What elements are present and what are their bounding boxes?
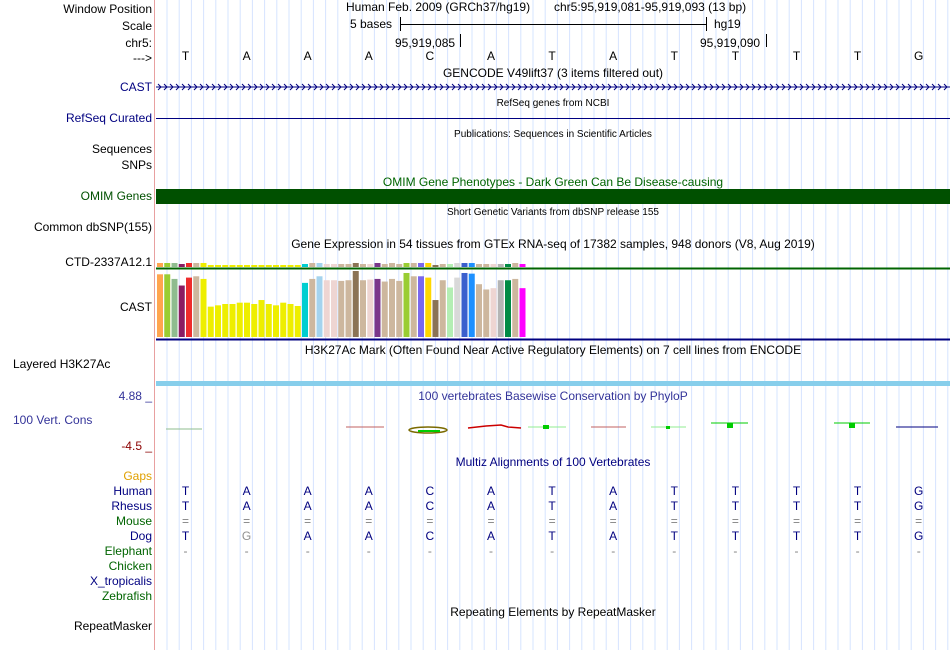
gtex-mini-bar [396,264,402,267]
alignment-base: A [303,529,312,543]
gtex-tissue-bar[interactable] [389,279,395,337]
species-label[interactable]: Mouse [115,514,152,528]
gtex-tissue-bar[interactable] [396,281,402,337]
cast-gene-feature[interactable] [156,81,950,93]
alignment-base: A [486,529,495,543]
base-letter: T [670,49,678,63]
omim-gene-bar[interactable] [156,189,950,204]
gtex-mini-bar [512,263,518,267]
gtex-mini-bar [201,263,207,267]
gtex-tissue-bar[interactable] [201,279,207,337]
base-letter: A [364,49,373,63]
alignment-base: = [731,514,739,528]
gtex-tissue-bar[interactable] [476,284,482,337]
gtex-mini-bar [338,264,344,267]
gtex-mini-bar [164,263,170,267]
gtex-tissue-bar[interactable] [222,304,228,337]
dbsnp-track-title[interactable]: Short Genetic Variants from dbSNP release 155 [447,207,659,218]
alignment-base: = [609,514,617,528]
gtex-mini-bar [440,264,446,267]
species-label[interactable]: Rhesus [111,499,152,513]
gtex-tissue-bar[interactable] [273,305,279,337]
gtex-mini-bar [266,265,272,267]
repeatmasker-label[interactable]: RepeatMasker [73,619,152,633]
gtex-mini-bar [447,264,453,267]
scale-bar [400,24,706,25]
gtex-mini-bar [375,263,381,267]
gtex-tissue-bar[interactable] [295,306,301,337]
gtex-mini-bar [454,263,460,267]
gtex-mini-bar [179,264,185,267]
gtex-mini-bar [215,265,221,267]
strand-arrow-label: ---> [133,51,152,65]
gtex-tissue-bar[interactable] [266,304,272,337]
phylop-min-label: -4.5 _ [121,439,152,453]
base-letter: A [486,49,495,63]
alignment-base: T [731,529,740,543]
coord-right: 95,919,090 [700,36,761,50]
alignment-base: G [914,484,924,498]
base-letter: T [181,49,190,63]
gtex-tissue-bar[interactable] [237,303,243,337]
refseq-gene-line[interactable] [156,118,950,119]
base-letter: A [242,49,251,63]
alignment-base: T [792,529,801,543]
snps-label[interactable]: SNPs [121,158,152,172]
gtex-mini-bar [418,263,424,267]
coord-right-tick [766,34,767,47]
alignment-base: - [672,544,677,558]
phylop-max-label: 4.88 _ [118,389,152,403]
gtex-tissue-bar[interactable] [367,280,373,337]
alignment-base: G [914,529,924,543]
phylop-track-title[interactable]: 100 vertebrates Basewise Conservation by PhyloP [418,389,688,403]
gtex-tissue-bar[interactable] [447,288,453,338]
alignment-base: T [853,484,862,498]
gtex-mini-bar [367,264,373,267]
alignment-base: T [181,499,190,513]
window-position-label: Window Position [63,2,152,16]
gtex-mini-bar [353,263,359,267]
gtex-mini-bar [157,263,163,267]
refseq-track-title[interactable]: RefSeq genes from NCBI [496,98,610,109]
species-label[interactable]: Zebrafish [101,589,152,603]
gtex-mini-bar [172,263,178,267]
scale-bar-right-tick [706,17,707,31]
alignment-base: - [183,544,188,558]
gtex-tissue-bar[interactable] [411,276,417,337]
gtex-tissue-bar[interactable] [353,271,359,337]
gtex-tissue-bar[interactable] [309,279,315,337]
gencode-track-title[interactable]: GENCODE V49lift37 (3 items filtered out) [442,66,664,80]
base-letter: T [548,49,556,63]
gtex-tissue-bar[interactable] [331,280,337,337]
alignment-base: C [425,529,435,543]
multiz-track-title[interactable]: Multiz Alignments of 100 Vertebrates [455,455,651,469]
gtex-mini-bar [208,265,214,267]
alignment-base: A [609,529,618,543]
alignment-base: A [364,529,373,543]
phylop-label[interactable]: 100 Vert. Cons [13,413,93,427]
gtex-mini-bar [273,265,279,267]
gtex-mini-bar [491,264,497,267]
alignment-base: T [548,499,556,513]
alignment-base: A [486,499,495,513]
gtex-track-title[interactable]: Gene Expression in 54 tissues from GTEx RNA-seq of 17382 samples, 948 donors (V8, Aug 2019) [291,237,815,251]
h3k27ac-label[interactable]: Layered H3K27Ac [13,357,111,371]
gtex-gene-label[interactable]: CTD-2337A12.1 [65,255,152,269]
species-label[interactable]: Human [113,484,152,498]
gtex-tissue-bar[interactable] [505,280,511,337]
h3k27ac-track-title[interactable]: H3K27Ac Mark (Often Found Near Active Regulatory Elements) on 7 cell lines from ENCODE [304,343,802,357]
alignment-base: T [853,499,862,513]
base-letter: T [731,49,740,63]
gaps-label[interactable]: Gaps [123,469,152,483]
gtex-tissue-bar[interactable] [186,278,192,337]
gtex-mini-bar [498,264,504,267]
gtex-tissue-bar[interactable] [280,303,286,337]
gtex-mini-bar [230,265,236,267]
omim-genes-label[interactable]: OMIM Genes [80,189,152,203]
gtex-mini-bar [302,264,308,267]
alignment-base: C [425,499,435,513]
alignment-base: = [181,514,189,528]
gtex-mini-bar [346,264,352,267]
gtex-tissue-bar[interactable] [483,289,489,337]
alignment-base: - [855,544,860,558]
gtex-mini-bar [462,263,468,267]
gtex-tissue-bar[interactable] [520,288,526,337]
gtex-mini-bar [425,263,431,267]
gtex-tissue-bar[interactable] [244,303,250,337]
gtex-tissue-bar[interactable] [324,280,330,337]
gtex-mini-bar [331,264,337,267]
db-text: hg19 [714,17,741,31]
gtex-tissue-bar[interactable] [360,280,366,337]
gtex-tissue-bar[interactable] [193,276,199,337]
gtex-tissue-bar[interactable] [302,283,308,337]
gtex-mini-bar [520,264,526,267]
scale-label: Scale [121,19,152,33]
alignment-base: T [792,499,801,513]
alignment-base: = [915,514,923,528]
gtex-mini-bar [309,263,315,267]
gtex-tissue-bar[interactable] [259,300,265,337]
alignment-base: = [670,514,678,528]
assembly-title: Human Feb. 2009 (GRCh37/hg19) [346,0,531,14]
alignment-base: T [731,499,740,513]
alignment-base: = [854,514,862,528]
alignment-base: - [733,544,738,558]
gtex-cast-label[interactable]: CAST [119,300,152,314]
gtex-tissue-bar[interactable] [469,274,475,337]
alignment-base: T [181,484,190,498]
alignment-base: A [609,484,618,498]
gtex-tissue-bar[interactable] [230,304,236,337]
species-label[interactable]: Dog [129,529,152,543]
alignment-base: T [670,484,678,498]
alignment-base: T [548,484,556,498]
alignment-base: A [486,484,495,498]
repeatmasker-track-title[interactable]: Repeating Elements by RepeatMasker [450,605,656,619]
gtex-mini-bar [317,263,323,267]
alignment-base: G [241,529,252,543]
gtex-tissue-bar[interactable] [512,279,518,337]
gtex-mini-bar [505,264,511,267]
alignment-base: A [303,499,312,513]
alignment-base: = [304,514,312,528]
gtex-mini-bar [288,265,294,267]
alignment-base: A [303,484,312,498]
chrom-label: chr5: [125,36,152,50]
gtex-mini-bar [360,264,366,267]
alignment-base: - [244,544,249,558]
gtex-mini-bar [483,264,489,267]
alignment-base: - [611,544,616,558]
species-label[interactable]: X_tropicalis [89,574,152,588]
alignment-base: = [548,514,556,528]
gtex-tissue-bar[interactable] [498,280,504,337]
gtex-tissue-bar[interactable] [425,278,431,337]
alignment-base: A [242,499,251,513]
gtex-tissue-bar[interactable] [418,276,424,337]
base-letter: A [303,49,312,63]
alignment-base: - [916,544,921,558]
alignment-base: G [914,499,924,513]
gtex-tissue-bar[interactable] [251,304,257,337]
base-letter: C [425,49,435,63]
gtex-mini-bar [259,265,265,267]
alignment-base: - [305,544,310,558]
alignment-base: T [731,484,740,498]
gtex-mini-bar [222,265,228,267]
base-letter: A [609,49,618,63]
gtex-mini-bar [193,263,199,267]
common-dbsnp-label[interactable]: Common dbSNP(155) [33,220,152,234]
alignment-base: = [365,514,373,528]
gtex-mini-bar [382,264,388,267]
alignment-base: C [425,484,435,498]
gtex-mini-bar [476,264,482,267]
gtex-tissue-bar[interactable] [317,276,323,337]
alignment-base: - [427,544,432,558]
gtex-tissue-bar[interactable] [433,300,439,337]
gtex-mini-bar [186,263,192,267]
scale-text: 5 bases [350,17,393,31]
gtex-tissue-bar[interactable] [172,279,178,337]
alignment-base: T [181,529,190,543]
coord-left: 95,919,085 [395,36,456,50]
base-letter: T [792,49,801,63]
phylop-signal[interactable] [156,418,950,438]
alignment-base: = [792,514,800,528]
alignment-base: T [548,529,556,543]
gtex-mini-bar [280,265,286,267]
alignment-base: = [243,514,251,528]
alignment-base: - [550,544,555,558]
gtex-tissue-bar[interactable] [404,273,410,337]
base-letter: T [853,49,862,63]
alignment-base: = [487,514,495,528]
alignment-base: T [853,529,862,543]
position-title[interactable]: chr5:95,919,081-95,919,093 (13 bp) [554,0,747,14]
gtex-tissue-bar[interactable] [491,288,497,337]
alignment-base: T [792,484,801,498]
h3k27ac-signal[interactable] [156,381,950,386]
gtex-mini-bar [389,263,395,267]
gtex-mini-bar [295,265,301,267]
alignment-base: A [242,484,251,498]
species-label[interactable]: Chicken [108,559,152,573]
scale-bar-left-tick [400,17,401,31]
gtex-tissue-bar[interactable] [338,281,344,337]
gtex-mini-bar [433,265,439,267]
gtex-tissue-bar[interactable] [179,286,185,337]
alignment-base: A [364,484,373,498]
gtex-mini-bar [411,263,417,267]
alignment-base: T [670,529,678,543]
gtex-mini-bar [404,263,410,267]
cast-gene-label[interactable]: CAST [119,80,152,94]
species-label[interactable]: Elephant [104,544,152,558]
refseq-curated-label[interactable]: RefSeq Curated [65,111,152,125]
omim-track-title[interactable]: OMIM Gene Phenotypes - Dark Green Can Be Disease-causing [382,175,724,189]
gtex-tissue-bar[interactable] [215,305,221,337]
base-letter: G [914,49,924,63]
alignment-base: = [426,514,434,528]
gtex-tissue-bar[interactable] [346,280,352,337]
gtex-tissue-bar[interactable] [375,279,381,337]
gtex-mini-bar [324,264,330,267]
sequences-label[interactable]: Sequences [91,142,152,156]
gtex-tissue-bar[interactable] [164,274,170,337]
gtex-tissue-bar[interactable] [157,274,163,337]
publications-track-title[interactable]: Publications: Sequences in Scientific Articles [454,129,652,140]
gtex-tissue-bar[interactable] [440,280,446,337]
gtex-mini-bar [469,263,475,267]
gtex-barchart[interactable] [156,262,950,342]
gtex-mini-bar [251,265,257,267]
alignment-base: A [609,499,618,513]
gtex-tissue-bar[interactable] [462,273,468,337]
gtex-tissue-bar[interactable] [208,307,214,337]
gtex-tissue-bar[interactable] [382,282,388,337]
alignment-base: T [670,499,678,513]
alignment-base: A [364,499,373,513]
alignment-base: - [489,544,493,558]
alignment-base: - [794,544,799,558]
alignment-base: - [366,544,371,558]
gtex-mini-bar [244,265,250,267]
gtex-mini-bar [237,265,243,267]
gtex-tissue-bar[interactable] [454,278,460,337]
gtex-tissue-bar[interactable] [288,304,294,337]
coord-left-tick [460,34,461,47]
